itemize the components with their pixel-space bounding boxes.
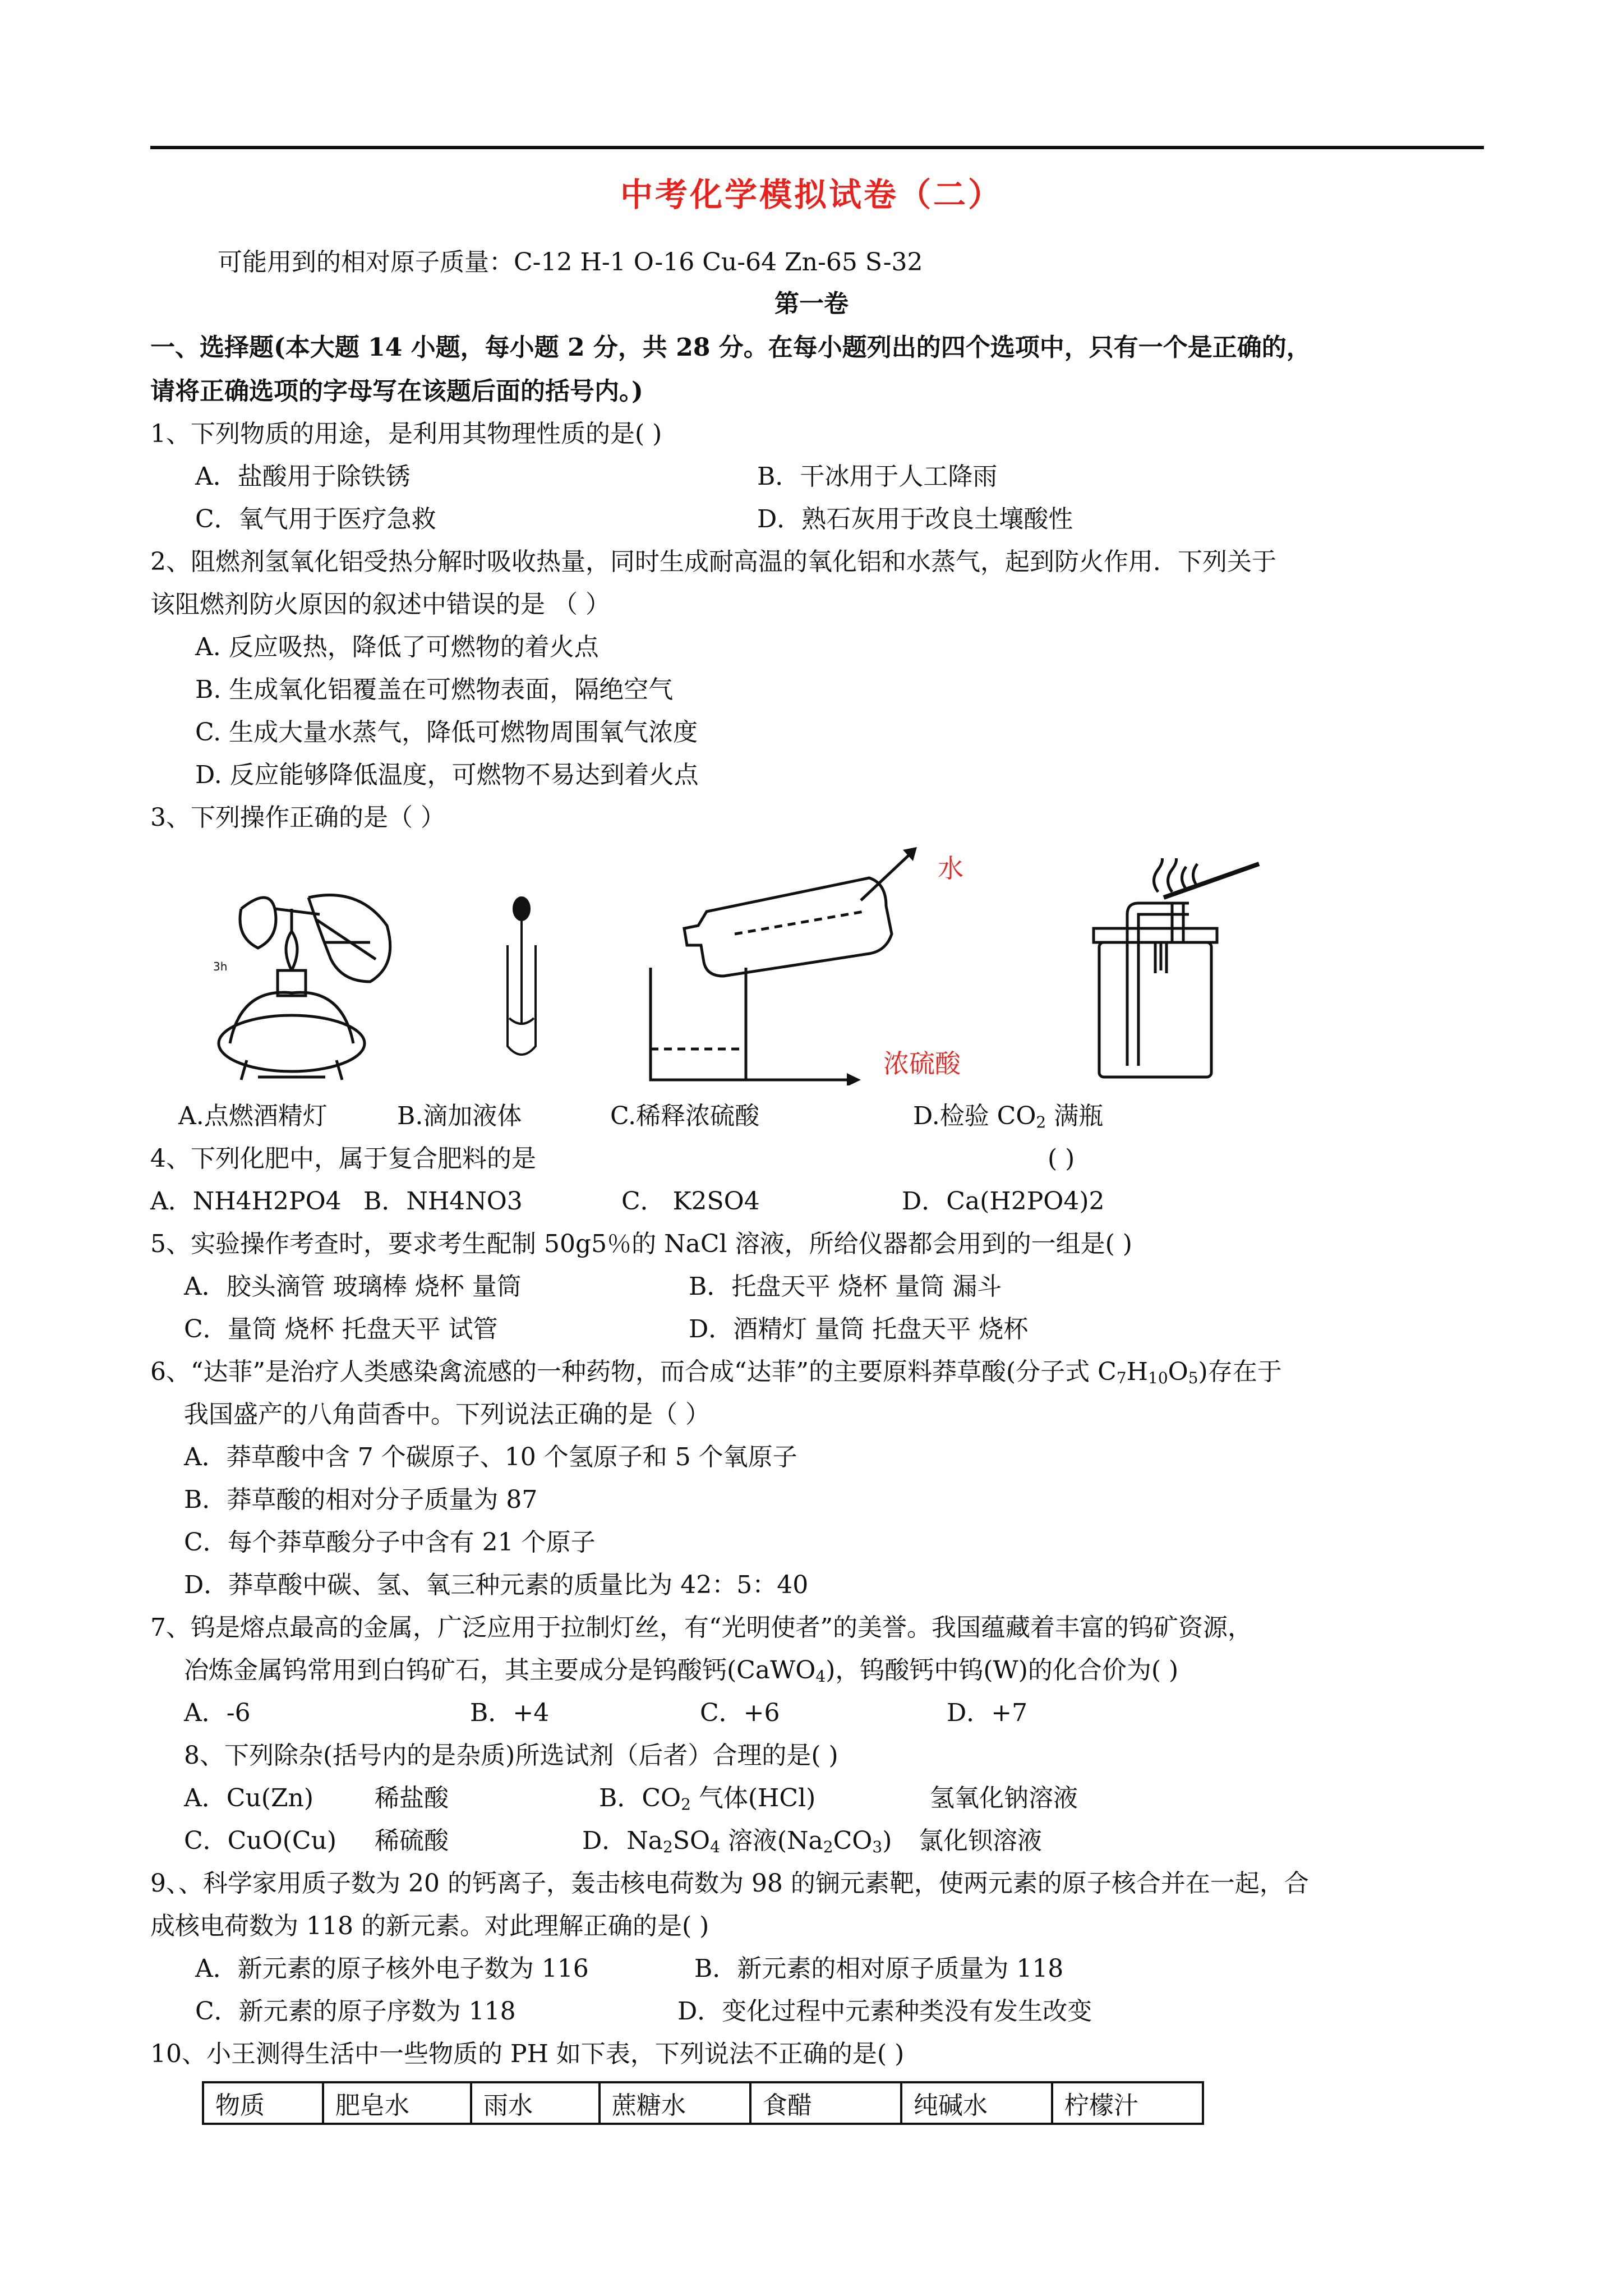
q8-option-b-reagent: 氢氧化钠溶液 [930, 1784, 1078, 1812]
q8-stem: 8、下列除杂(括号内的是杂质)所选试剂（后者）合理的是( ) [184, 1741, 838, 1770]
q8-option-a-reagent: 稀盐酸 [375, 1784, 449, 1812]
ph-table-header-row [203, 2082, 1203, 2124]
q4-paren: ( ) [1048, 1144, 1075, 1173]
q8-option-d-reagent: 氯化钡溶液 [919, 1826, 1042, 1855]
co2-test-figure [1066, 858, 1267, 1083]
atomic-masses: 可能用到的相对原子质量：C-12 H-1 O-16 Cu-64 Zn-65 S-32 [218, 248, 923, 277]
table-cell: 雨水 [471, 2082, 600, 2124]
q8-option-a-substance: A．Cu(Zn) [184, 1784, 314, 1812]
q3-option-a: A.点燃酒精灯 [178, 1102, 328, 1130]
water-label: 水 [938, 853, 963, 884]
q9-option-a: A．新元素的原子核外电子数为 116 [195, 1954, 589, 1983]
q8-option-c-substance: C．CuO(Cu) [184, 1826, 337, 1855]
dropper-figure [494, 895, 550, 1063]
table-cell: 蔗糖水 [600, 2082, 750, 2124]
q5-stem: 5、实验操作考查时，要求考生配制 50g5％的 NaCl 溶液，所给仪器都会用到的一组是( ) [150, 1230, 1132, 1258]
q7-option-d: D．+7 [947, 1699, 1028, 1727]
q2-option-a: A. 反应吸热，降低了可燃物的着火点 [195, 633, 599, 661]
q3-option-d: D.检验 $CO_2$ 满瓶 [913, 1102, 1104, 1131]
q8-option-b-substance: B．$CO_2$ 气体(HCl) [599, 1784, 816, 1814]
q1-option-b: B．干冰用于人工降雨 [757, 462, 998, 491]
q1-option-c: C．氧气用于医疗急救 [195, 505, 436, 533]
q4-option-c: C． K2SO4 [621, 1187, 760, 1216]
q3-stem: 3、下列操作正确的是（ ） [150, 803, 445, 832]
q7-option-b: B．+4 [470, 1699, 550, 1727]
q6-option-c: C．每个莽草酸分子中含有 21 个原子 [184, 1528, 596, 1557]
q5-option-b: B．托盘天平 烧杯 量筒 漏斗 [689, 1272, 1002, 1301]
q8-option-d-substance: D．$Na_2SO_4$ 溶液$(Na_2CO_3)$ [582, 1826, 892, 1856]
q5-option-a: A．胶头滴管 玻璃棒 烧杯 量筒 [184, 1272, 522, 1301]
table-cell: 食醋 [750, 2082, 901, 2124]
svg-text:3h: 3h [213, 960, 228, 973]
q5-option-d: D．酒精灯 量筒 托盘天平 烧杯 [689, 1315, 1029, 1343]
q4-stem: 4、下列化肥中，属于复合肥料的是 [150, 1144, 536, 1173]
q2-option-c: C. 生成大量水蒸气，降低可燃物周围氧气浓度 [195, 718, 698, 747]
q5-option-c: C．量筒 烧杯 托盘天平 试管 [184, 1315, 498, 1343]
q9-option-c: C．新元素的原子序数为 118 [195, 1997, 516, 2026]
q7-option-c: C．+6 [700, 1699, 780, 1727]
q4-option-d: D．Ca(H2PO4)2 [902, 1187, 1105, 1216]
q9-option-d: D．变化过程中元素种类没有发生改变 [677, 1997, 1092, 2026]
q6-stem-2: 我国盛产的八角茴香中。下列说法正确的是（ ） [184, 1400, 710, 1429]
table-cell: 纯碱水 [901, 2082, 1052, 2124]
ph-table [202, 2081, 1204, 2125]
q6-option-b: B．莽草酸的相对分子质量为 87 [184, 1485, 538, 1514]
q8-option-c-reagent: 稀硫酸 [375, 1826, 449, 1855]
q9-option-b: B．新元素的相对原子质量为 118 [694, 1954, 1064, 1983]
table-cell: 柠檬汁 [1052, 2082, 1203, 2124]
q1-stem: 1、下列物质的用途，是利用其物理性质的是( ) [150, 420, 662, 448]
q2-stem-1: 2、阻燃剂氢氧化铝受热分解时吸收热量，同时生成耐高温的氧化铝和水蒸气，起到防火作用．下列关于 [150, 547, 1276, 576]
q6-option-a: A．莽草酸中含 7 个碳原子、10 个氢原子和 5 个氧原子 [184, 1443, 797, 1471]
q3-option-c: C.稀释浓硫酸 [610, 1102, 760, 1130]
q7-stem-1: 7、钨是熔点最高的金属，广泛应用于拉制灯丝，有“光明使者”的美誉。我国蕴藏着丰富的钨矿资源， [150, 1613, 1252, 1642]
q4-option-a: A．NH4H2PO4 [150, 1187, 342, 1216]
q1-option-a: A．盐酸用于除铁锈 [195, 462, 411, 491]
q9-stem-1: 9、、科学家用质子数为 20 的钙离子，轰击核电荷数为 98 的锎元素靶，使两元素的原子核合并在一起，合 [150, 1869, 1309, 1898]
alcohol-lamp-figure [208, 875, 409, 1083]
q6-option-d: D．莽草酸中碳、氢、氧三种元素的质量比为 42：5：40 [184, 1571, 809, 1599]
section-instructions-1: 一、选择题(本大题 14 小题，每小题 2 分，共 28 分。在每小题列出的四个选项中，只有一个是正确的， [150, 333, 1311, 362]
q7-stem-2: 冶炼金属钨常用到白钨矿石，其主要成分是钨酸钙(CaWO$_4$)，钨酸钙中钨(W)的化合价为( ) [184, 1656, 1179, 1686]
q7-option-a: A．-6 [184, 1699, 251, 1727]
q9-stem-2: 成核电荷数为 118 的新元素。对此理解正确的是( ) [150, 1912, 709, 1940]
q4-option-b: B．NH4NO3 [363, 1187, 523, 1216]
volume-heading: 第一卷 [774, 289, 849, 318]
sulfuric-acid-label: 浓硫酸 [883, 1048, 961, 1079]
section-instructions-2: 请将正确选项的字母写在该题后面的括号内。) [150, 377, 643, 406]
q2-stem-2: 该阻燃剂防火原因的叙述中错误的是 （ ） [150, 590, 610, 619]
q2-option-b: B. 生成氧化铝覆盖在可燃物表面，隔绝空气 [195, 675, 674, 704]
table-cell: 物质 [203, 2082, 323, 2124]
q3-option-b: B.滴加液体 [397, 1102, 522, 1130]
q6-stem-1: 6、“达菲”是治疗人类感染禽流感的一种药物，而合成“达菲”的主要原料莽草酸(分子式 $C_7H_{10}O_5$)存在于 [150, 1358, 1282, 1387]
top-rule [150, 146, 1484, 149]
q10-stem: 10、小王测得生活中一些物质的 PH 如下表，下列说法不正确的是( ) [150, 2040, 905, 2068]
q1-option-d: D．熟石灰用于改良土壤酸性 [757, 505, 1073, 533]
exam-title: 中考化学模拟试卷（二） [620, 176, 1003, 214]
q2-option-d: D. 反应能够降低温度，可燃物不易达到着火点 [195, 761, 699, 789]
table-cell: 肥皂水 [323, 2082, 471, 2124]
